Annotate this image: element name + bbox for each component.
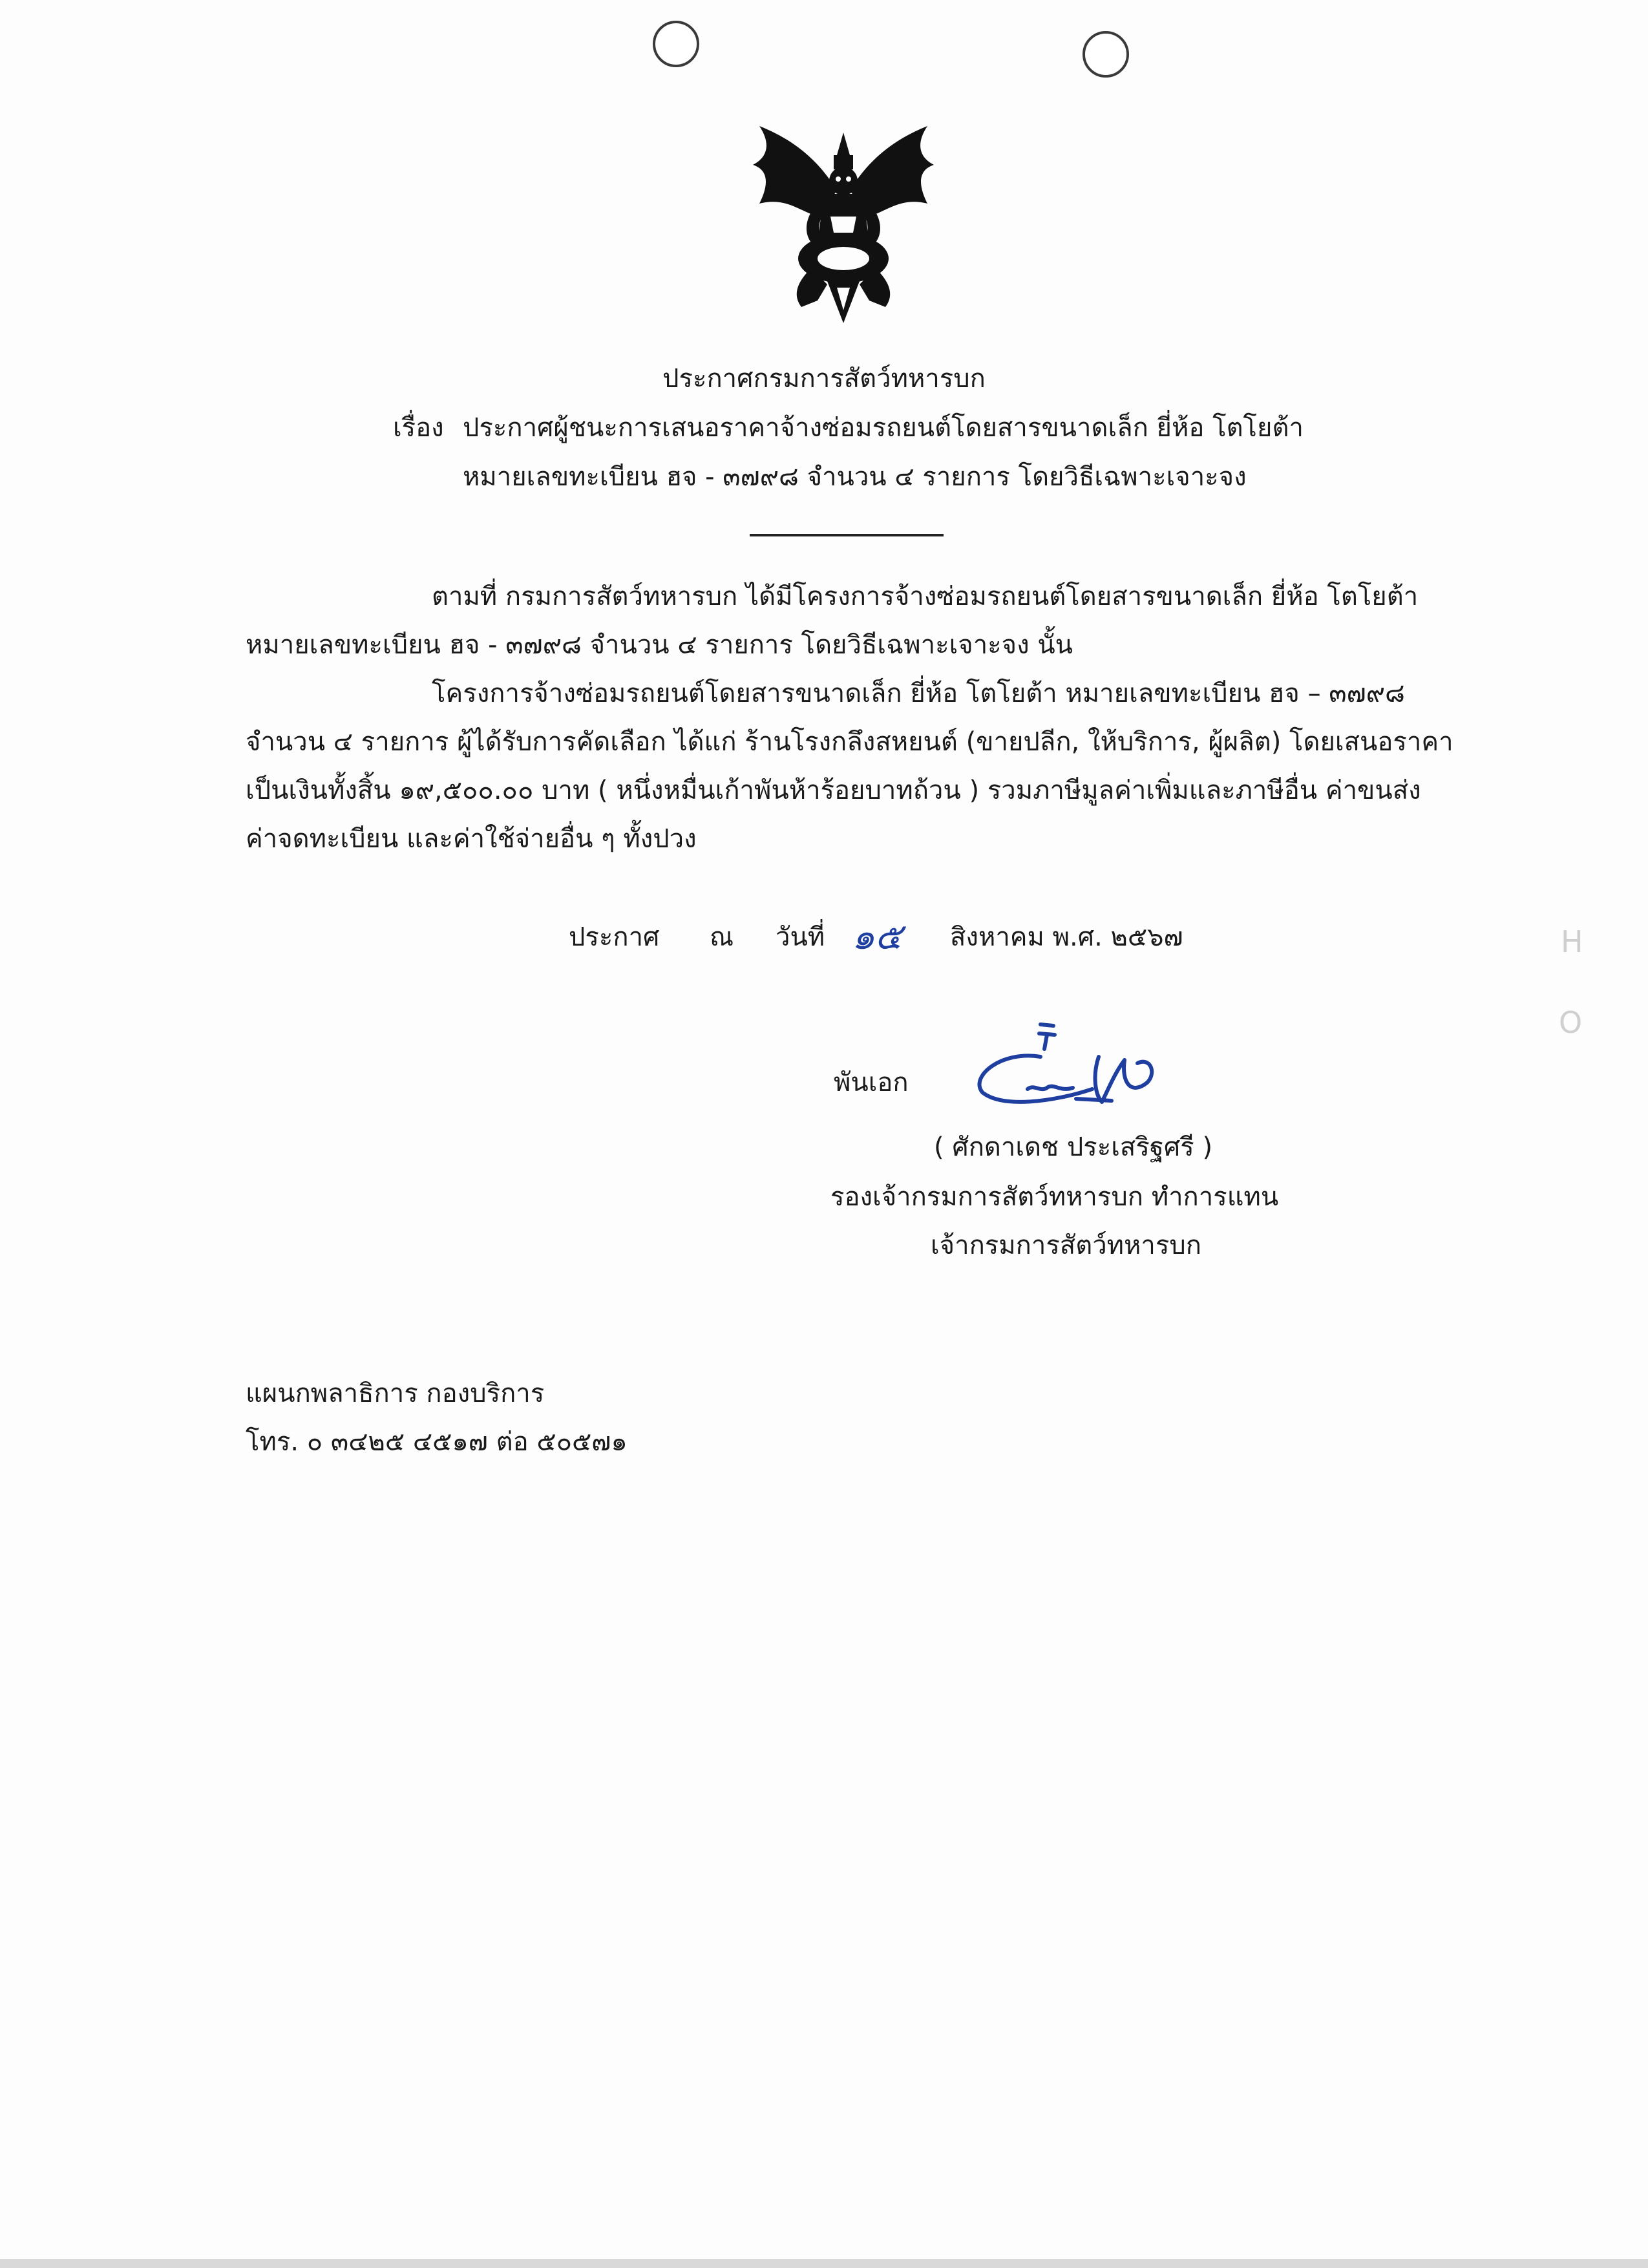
- paragraph-2-line-1: โครงการจ้างซ่อมรถยนต์โดยสารขนาดเล็ก ยี่ห้อ โตโยต้า หมายเลขทะเบียน ฮจ – ๓๗๙๘: [432, 679, 1405, 708]
- punch-hole-left: [653, 21, 699, 67]
- title-divider: [750, 534, 944, 536]
- month-year: สิงหาคม พ.ศ. ๒๕๖๗: [950, 922, 1183, 952]
- paragraph-2-line-2: จำนวน ๔ รายการ ผู้ได้รับการคัดเลือก ได้แก่ ร้านโรงกลึงสหยนต์ (ขายปลีก, ให้บริการ, ผู้ผลิต) โดยเสนอราคา: [246, 727, 1453, 757]
- scan-artifact: O: [1559, 1005, 1583, 1040]
- punch-hole-right: [1083, 31, 1129, 78]
- paragraph-1-line-2: หมายเลขทะเบียน ฮจ - ๓๗๙๘ จำนวน ๔ รายการ โดยวิธีเฉพาะเจาะจง นั้น: [246, 630, 1073, 660]
- signer-position-2: เจ้ากรมการสัตว์ทหารบก: [931, 1231, 1201, 1260]
- footer-phone: โทร. ๐ ๓๔๒๕ ๔๕๑๗ ต่อ ๕๐๕๗๑: [246, 1427, 628, 1457]
- scan-artifact: H: [1561, 924, 1583, 959]
- subject-line-2: หมายเลขทะเบียน ฮจ - ๓๗๙๘ จำนวน ๔ รายการ โดยวิธีเฉพาะเจาะจง: [463, 462, 1247, 492]
- scan-bottom-edge: [0, 2259, 1648, 2268]
- signer-name: ( ศักดาเดช ประเสริฐศรี ): [934, 1132, 1213, 1162]
- subject-line-1: ประกาศผู้ชนะการเสนอราคาจ้างซ่อมรถยนต์โดยสารขนาดเล็ก ยี่ห้อ โตโยต้า: [463, 413, 1304, 443]
- rank-label: พันเอก: [834, 1068, 909, 1097]
- paragraph-2-line-3: เป็นเงินทั้งสิ้น ๑๙,๕๐๐.๐๐ บาท ( หนึ่งหมื่นเก้าพันห้าร้อยบาทถ้วน ) รวมภาษีมูลค่าเพิ่มและภาษีอื่น ค่าขนส่ง: [246, 776, 1421, 805]
- announce-at: ณ: [710, 922, 734, 952]
- handwritten-day: ๑๕: [852, 916, 902, 958]
- garuda-emblem: [740, 120, 947, 326]
- paragraph-1-line-1: ตามที่ กรมการสัตว์ทหารบก ได้มีโครงการจ้างซ่อมรถยนต์โดยสารขนาดเล็ก ยี่ห้อ โตโยต้า: [432, 582, 1419, 611]
- subject-prefix: เรื่อง: [393, 413, 444, 443]
- handwritten-signature: [963, 1012, 1170, 1115]
- footer-department: แผนกพลาธิการ กองบริการ: [246, 1379, 545, 1408]
- day-label: วันที่: [776, 922, 825, 952]
- announce-label: ประกาศ: [569, 922, 660, 952]
- document-title: ประกาศกรมการสัตว์ทหารบก: [662, 364, 986, 394]
- signer-position-1: รองเจ้ากรมการสัตว์ทหารบก ทำการแทน: [830, 1182, 1279, 1212]
- paragraph-2-line-4: ค่าจดทะเบียน และค่าใช้จ่ายอื่น ๆ ทั้งปวง: [246, 824, 697, 854]
